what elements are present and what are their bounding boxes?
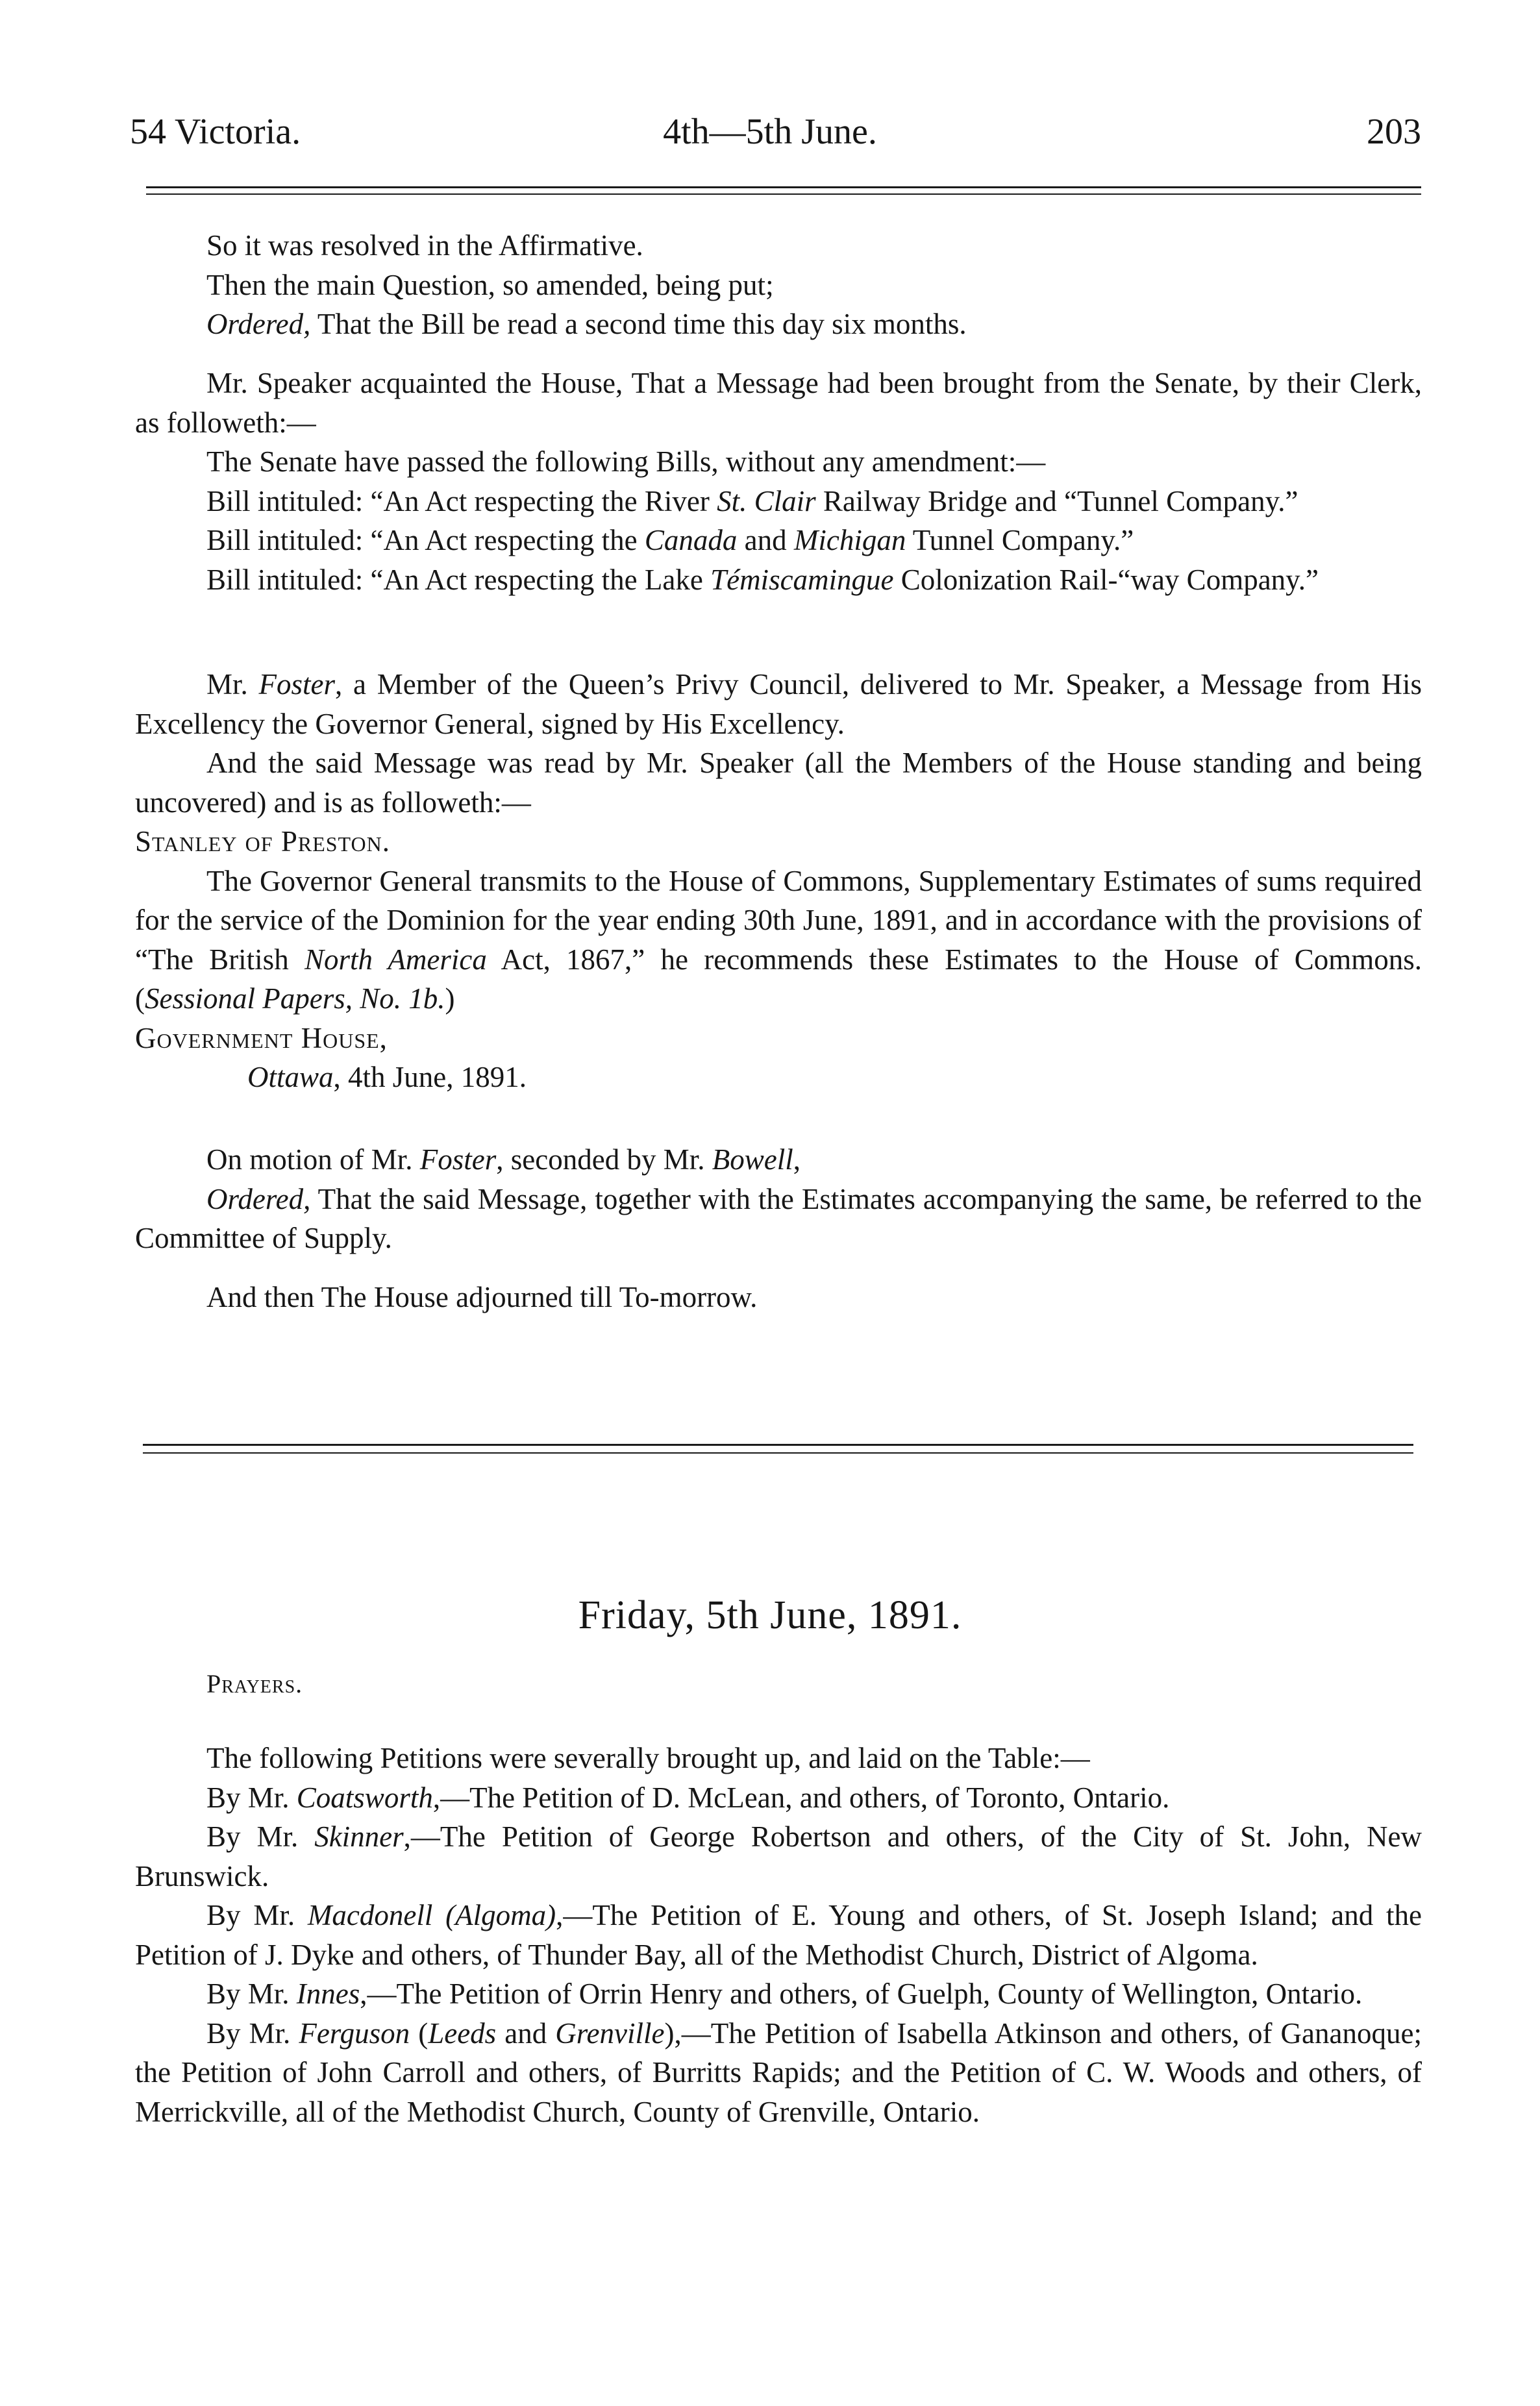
prayers-block [135, 1665, 1422, 1704]
foster-delivered: Mr. Foster, a Member of the Queen’s Privy Council, delivered to Mr. Speaker, a Message from His Excellency the Governor General, signed by His Excellency. [135, 668, 1422, 740]
header-session: 54 Victoria. [130, 112, 301, 152]
adjourn-line: And then The House adjourned till To-morrow. [206, 1281, 758, 1313]
petition-ferguson: By Mr. Ferguson (Leeds and Grenville),—The Petition of Isabella Atkinson and others, of Gananoque; the Petition of John Carroll and others, of Burritts Rapids; and the Petition of C. W. Woods and others, of Merrickville, all of the Methodist Church, County of Grenville, Ontario. [135, 2016, 1422, 2128]
main-question-line: Then the main Question, so amended, being put; [206, 268, 774, 301]
motion-ordered: Ordered, That the said Message, together with the Estimates accompanying the same, be referred to the Committee of Supply. [135, 1182, 1422, 1254]
ottawa-date: Ottawa, 4th June, 1891. [247, 1061, 527, 1093]
adjourn-block [135, 1278, 1422, 1317]
petitions-block [135, 1739, 1422, 2131]
section-rule-bottom [143, 1452, 1413, 1454]
estimates-text: The Governor General transmits to the House of Commons, Supplementary Estimates of sums required for the service of the Dominion for the year ending 30th June, 1891, and in accordance with the provisions of “The British North America Act, 1867,” he recommends these Estimates to the House of Commons. (Sessional Papers, No. 1b.) [135, 864, 1422, 1015]
signature-stanley: Stanley of Preston. [135, 825, 390, 858]
petition-coatsworth: By Mr. Coatsworth,—The Petition of D. McLean, and others, of Toronto, Ontario. [206, 1781, 1170, 1814]
petition-macdonell: By Mr. Macdonell (Algoma),—The Petition of E. Young and others, of St. Joseph Island; and the Petition of J. Dyke and others, of Thunder Bay, all of the Methodist Church, District of Algoma. [135, 1899, 1422, 1971]
motion-line: On motion of Mr. Foster, seconded by Mr. Bowell, [206, 1143, 801, 1176]
senate-message-block [135, 364, 1422, 599]
petitions-intro: The following Petitions were severally brought up, and laid on the Table:— [206, 1742, 1090, 1774]
government-house: Government House, [135, 1021, 388, 1054]
governor-estimates-block [135, 822, 1422, 1097]
header-rule-top [146, 186, 1421, 188]
petition-skinner: By Mr. Skinner,—The Petition of George Robertson and others, of the City of St. John, New Brunswick. [135, 1820, 1422, 1892]
governor-message-block [135, 665, 1422, 822]
resolution-line: So it was resolved in the Affirmative. [206, 229, 643, 262]
day-title: Friday, 5th June, 1891. [578, 1593, 962, 1637]
section-rule-top [143, 1444, 1413, 1446]
header-dates: 4th—5th June. [663, 112, 877, 152]
header-rule-bottom [146, 193, 1421, 195]
ordered-word: Ordered, [206, 308, 311, 340]
resolution-block [135, 226, 1422, 344]
bill-temiscamingue: Bill intituled: “An Act respecting the Lake Témiscamingue Colonization Rail-“way Company.” [206, 563, 1319, 596]
motion-block [135, 1140, 1422, 1258]
prayers-heading: Prayers. [206, 1669, 303, 1698]
bill-canada-michigan: Bill intituled: “An Act respecting the Canada and Michigan Tunnel Company.” [206, 524, 1134, 556]
senate-passed: The Senate have passed the following Bills, without any amendment:— [206, 445, 1046, 478]
petition-innes: By Mr. Innes,—The Petition of Orrin Henry and others, of Guelph, County of Wellington, Ontario. [206, 1978, 1363, 2010]
senate-intro: Mr. Speaker acquainted the House, That a Message had been brought from the Senate, by their Clerk, as followeth:— [135, 367, 1422, 439]
bill-st-clair: Bill intituled: “An Act respecting the River St. Clair Railway Bridge and “Tunnel Company.” [206, 484, 1298, 517]
ordered-line: Ordered, That the Bill be read a second time this day six months. [206, 308, 967, 340]
message-read: And the said Message was read by Mr. Speaker (all the Members of the House standing and being uncovered) and is as followeth:— [135, 747, 1422, 819]
page-number: 203 [1367, 112, 1421, 152]
